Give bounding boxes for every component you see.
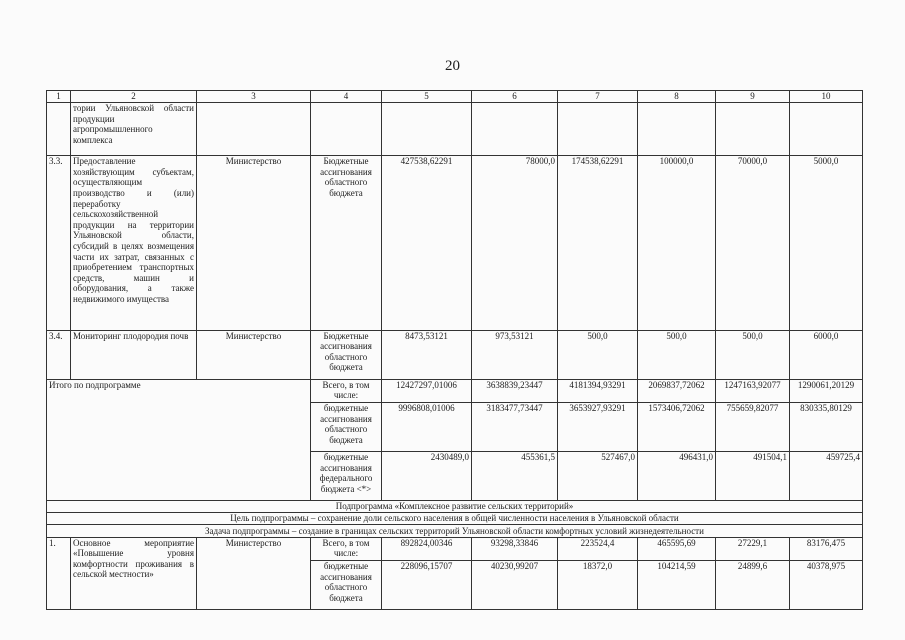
value-cell: 455361,5 (472, 451, 558, 500)
budget-table (46, 90, 863, 610)
value-cell: 223524,4 (558, 537, 638, 560)
header-row (47, 91, 863, 103)
subprogram-title: Подпрограмма «Комплексное развитие сельских территорий» (47, 500, 863, 512)
measure-name: Предоставление хозяйствующим субъектам, осуществляющим производство и (или) переработку сельскохозяйственной продукции на территории Ульяновской области, субсидий в целях возмещения части их затрат, связанных с приобретением транспортных средств, машин и оборудования, а также недвижимого имущества (71, 156, 197, 330)
table-row (47, 330, 863, 379)
value-cell: 500,0 (716, 330, 790, 379)
value-cell: 2430489,0 (382, 451, 472, 500)
value-cell: 459725,4 (790, 451, 863, 500)
header-cell: 9 (716, 91, 790, 103)
funding-source: Бюджетные ассигнования областного бюджета (311, 156, 382, 330)
total-label: Итого по подпрограмме (47, 379, 311, 500)
value-cell: 496431,0 (638, 451, 716, 500)
empty-cell (197, 103, 311, 156)
value-cell: 892824,00346 (382, 537, 472, 560)
value-cell: 3183477,73447 (472, 402, 558, 451)
funding-source: Всего, в том числе: (311, 379, 382, 402)
value-cell: 228096,15707 (382, 561, 472, 610)
value-cell: 4181394,93291 (558, 379, 638, 402)
value-cell: 24899,6 (716, 561, 790, 610)
value-cell: 78000,0 (472, 156, 558, 330)
value-cell: 527467,0 (558, 451, 638, 500)
value-cell: 3653927,93291 (558, 402, 638, 451)
header-cell: 8 (638, 91, 716, 103)
table-row (47, 379, 863, 402)
header-cell: 3 (197, 91, 311, 103)
section-row (47, 500, 863, 512)
executor: Министерство (197, 156, 311, 330)
header-cell: 2 (71, 91, 197, 103)
table-row (47, 103, 863, 156)
header-cell: 4 (311, 91, 382, 103)
value-cell: 93298,33846 (472, 537, 558, 560)
value-cell: 12427297,01006 (382, 379, 472, 402)
empty-cell (638, 103, 716, 156)
header-cell: 6 (472, 91, 558, 103)
value-cell: 500,0 (558, 330, 638, 379)
empty-cell (311, 103, 382, 156)
value-cell: 40378,975 (790, 561, 863, 610)
value-cell: 70000,0 (716, 156, 790, 330)
value-cell: 6000,0 (790, 330, 863, 379)
value-cell: 27229,1 (716, 537, 790, 560)
value-cell: 40230,99207 (472, 561, 558, 610)
value-cell: 465595,69 (638, 537, 716, 560)
empty-cell (472, 103, 558, 156)
funding-source: бюджетные ассигнования федерального бюджета <*> (311, 451, 382, 500)
subprogram-goal: Цель подпрограммы – сохранение доли сельского населения в общей численности населения в Ульяновской области (47, 513, 863, 525)
page-number: 20 (445, 58, 460, 74)
value-cell: 18372,0 (558, 561, 638, 610)
value-cell: 3638839,23447 (472, 379, 558, 402)
empty-cell (716, 103, 790, 156)
table-row (47, 537, 863, 560)
row-number: 1. (47, 537, 71, 609)
value-cell: 427538,62291 (382, 156, 472, 330)
row-number: 3.3. (47, 156, 71, 330)
row-number: 3.4. (47, 330, 71, 379)
value-cell: 83176,475 (790, 537, 863, 560)
funding-source: Всего, в том числе: (311, 537, 382, 560)
funding-source: бюджетные ассигнования областного бюджета (311, 561, 382, 610)
section-row (47, 513, 863, 525)
value-cell: 973,53121 (472, 330, 558, 379)
header-cell: 5 (382, 91, 472, 103)
executor: Министерство (197, 537, 311, 609)
empty-cell (382, 103, 472, 156)
value-cell: 100000,0 (638, 156, 716, 330)
value-cell: 104214,59 (638, 561, 716, 610)
measure-name: тории Ульяновской области продукции агропромышленного комплекса (71, 103, 197, 156)
measure-name: Основное мероприятие «Повышение уровня комфортности проживания в сельской местности» (71, 537, 197, 609)
value-cell: 500,0 (638, 330, 716, 379)
table-row (47, 156, 863, 330)
row-number (47, 103, 71, 156)
funding-source: Бюджетные ассигнования областного бюджета (311, 330, 382, 379)
value-cell: 8473,53121 (382, 330, 472, 379)
executor: Министерство (197, 330, 311, 379)
value-cell: 1573406,72062 (638, 402, 716, 451)
value-cell: 1290061,20129 (790, 379, 863, 402)
value-cell: 830335,80129 (790, 402, 863, 451)
empty-cell (790, 103, 863, 156)
value-cell: 174538,62291 (558, 156, 638, 330)
header-cell: 7 (558, 91, 638, 103)
header-cell: 10 (790, 91, 863, 103)
value-cell: 2069837,72062 (638, 379, 716, 402)
value-cell: 1247163,92077 (716, 379, 790, 402)
value-cell: 755659,82077 (716, 402, 790, 451)
value-cell: 9996808,01006 (382, 402, 472, 451)
empty-cell (558, 103, 638, 156)
header-cell: 1 (47, 91, 71, 103)
value-cell: 5000,0 (790, 156, 863, 330)
measure-name: Мониторинг плодородия почв (71, 330, 197, 379)
subprogram-task: Задача подпрограммы – создание в границах сельских территорий Ульяновской области комфортных условий жизнедеятельности (47, 525, 863, 537)
value-cell: 491504,1 (716, 451, 790, 500)
funding-source: бюджетные ассигнования областного бюджета (311, 402, 382, 451)
section-row (47, 525, 863, 537)
